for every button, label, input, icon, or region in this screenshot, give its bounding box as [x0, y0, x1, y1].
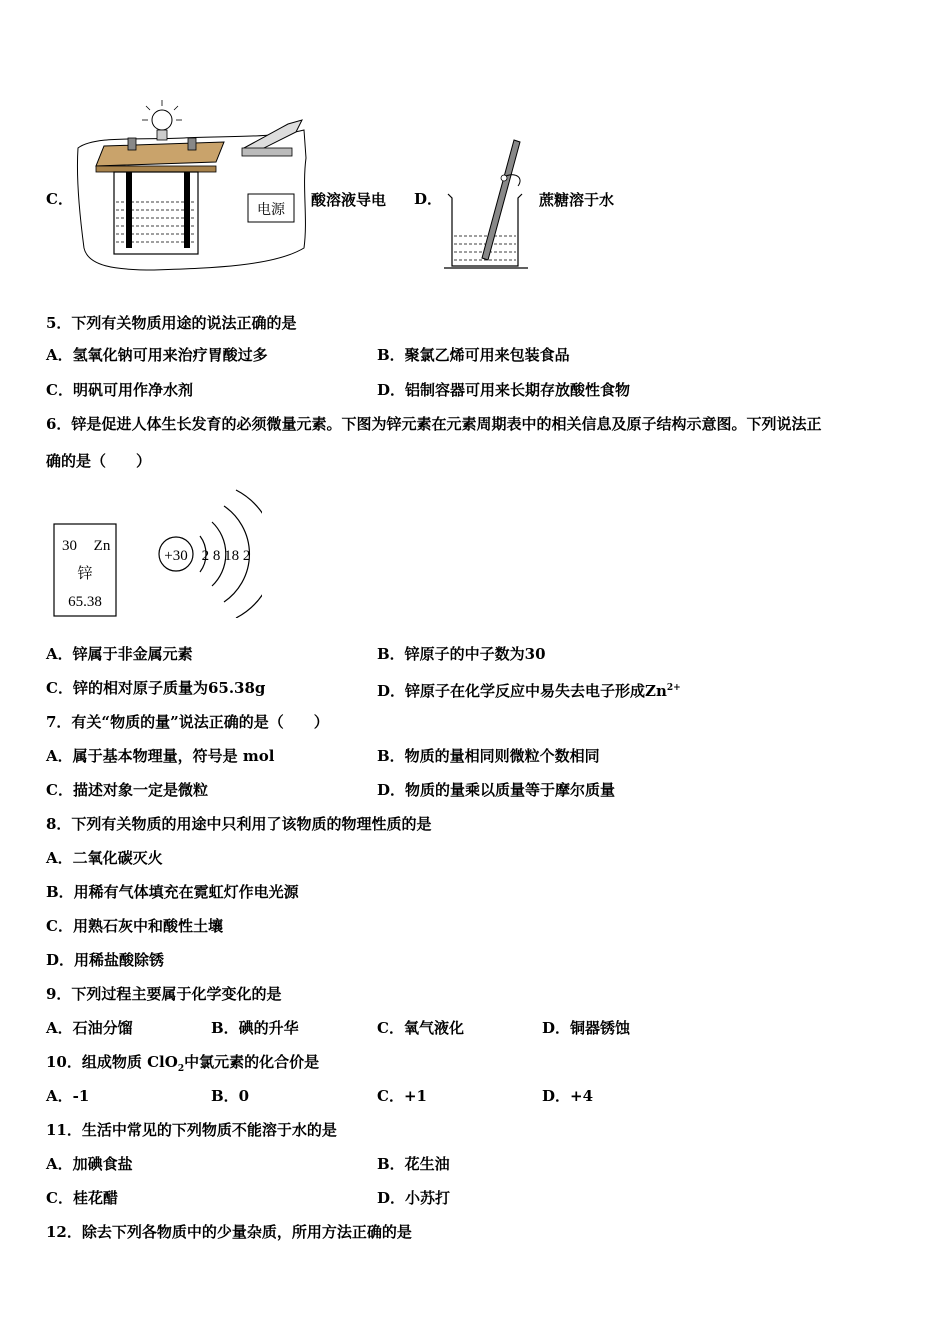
- q12-stem: 12．除去下列各物质中的少量杂质，所用方法正确的是: [46, 1223, 412, 1241]
- q10-option-a[interactable]: A．-1: [46, 1087, 90, 1105]
- q6-option-b[interactable]: B．锌原子的中子数为30: [377, 645, 546, 663]
- q9-option-b[interactable]: B．碘的升华: [211, 1019, 299, 1037]
- q11-option-d[interactable]: D．小苏打: [377, 1189, 451, 1207]
- q9-option-c[interactable]: C．氧气液化: [377, 1019, 464, 1037]
- q5-option-d[interactable]: D．铝制容器可用来长期存放酸性食物: [377, 381, 631, 399]
- atomic-mass: 65.38: [68, 594, 102, 610]
- q7-option-a[interactable]: A．属于基本物理量，符号是 mol: [46, 747, 275, 765]
- q5-option-c[interactable]: C．明矾可用作净水剂: [46, 381, 193, 399]
- q7-option-b[interactable]: B．物质的量相同则微粒个数相同: [377, 747, 600, 765]
- q10-stem-post: 中氯元素的化合价是: [184, 1053, 320, 1071]
- shell-electron-counts: 2 8 18 2: [201, 548, 251, 564]
- zinc-element-figure: [52, 484, 262, 618]
- q11-stem: 11．生活中常见的下列物质不能溶于水的是: [46, 1121, 337, 1139]
- q6-option-c[interactable]: C．锌的相对原子质量为65.38g: [46, 679, 266, 697]
- q5-option-b[interactable]: B．聚氯乙烯可用来包装食品: [377, 346, 570, 364]
- q7-option-c[interactable]: C．描述对象一定是微粒: [46, 781, 208, 799]
- q10-stem: [46, 1052, 319, 1079]
- element-name: 锌: [77, 564, 93, 582]
- q9-option-a[interactable]: A．石油分馏: [46, 1019, 133, 1037]
- q9-stem: 9．下列过程主要属于化学变化的是: [46, 985, 282, 1003]
- q8-stem: 8．下列有关物质的用途中只利用了该物质的物理性质的是: [46, 815, 432, 833]
- q10-option-b[interactable]: B．0: [211, 1087, 250, 1105]
- q5-option-a[interactable]: A．氢氧化钠可用来治疗胃酸过多: [46, 346, 268, 364]
- q4-option-c-letter[interactable]: C．: [46, 190, 73, 208]
- q6-stem-line2: 确的是（ ）: [46, 452, 152, 470]
- conductivity-apparatus-figure: [74, 98, 310, 272]
- q4-option-c-caption: 酸溶液导电: [311, 191, 387, 209]
- q6-stem-line1: 6．锌是促进人体生长发育的必须微量元素。下图为锌元素在元素周期表中的相关信息及原子结构示意图。下列说法正: [46, 415, 822, 433]
- sugar-dissolving-beaker-figure: [440, 136, 532, 272]
- q9-option-d[interactable]: D．铜器锈蚀: [542, 1019, 631, 1037]
- element-symbol: Zn: [93, 538, 111, 554]
- q6-option-d[interactable]: [377, 678, 681, 701]
- q8-option-a[interactable]: A．二氧化碳灭火: [46, 849, 163, 867]
- q4-option-d-letter[interactable]: D．: [414, 190, 443, 208]
- q7-stem: 7．有关“物质的量”说法正确的是（ ）: [46, 713, 329, 731]
- q10-subscript: 2: [177, 1064, 185, 1074]
- q10-option-d[interactable]: D．+4: [542, 1087, 594, 1105]
- power-source-label: 电源: [257, 202, 285, 218]
- q11-option-c[interactable]: C．桂花醋: [46, 1189, 118, 1207]
- q10-option-c[interactable]: C．+1: [377, 1087, 427, 1105]
- q5-stem: 5．下列有关物质用途的说法正确的是: [46, 314, 297, 332]
- zinc-ion-charge: 2+: [666, 683, 681, 693]
- q11-option-b[interactable]: B．花生油: [377, 1155, 450, 1173]
- q10-stem-pre: 10．组成物质 ClO: [46, 1053, 178, 1071]
- q6-option-a[interactable]: A．锌属于非金属元素: [46, 645, 193, 663]
- nuclear-charge: +30: [164, 548, 188, 564]
- atomic-number: 30: [62, 538, 77, 554]
- q6-option-d-text: D．锌原子在化学反应中易失去电子形成Zn: [377, 682, 667, 700]
- q8-option-c[interactable]: C．用熟石灰中和酸性土壤: [46, 917, 223, 935]
- q4-option-d-caption: 蔗糖溶于水: [539, 191, 615, 209]
- q7-option-d[interactable]: D．物质的量乘以质量等于摩尔质量: [377, 781, 616, 799]
- q8-option-b[interactable]: B．用稀有气体填充在霓虹灯作电光源: [46, 883, 299, 901]
- q11-option-a[interactable]: A．加碘食盐: [46, 1155, 133, 1173]
- q8-option-d[interactable]: D．用稀盐酸除锈: [46, 951, 165, 969]
